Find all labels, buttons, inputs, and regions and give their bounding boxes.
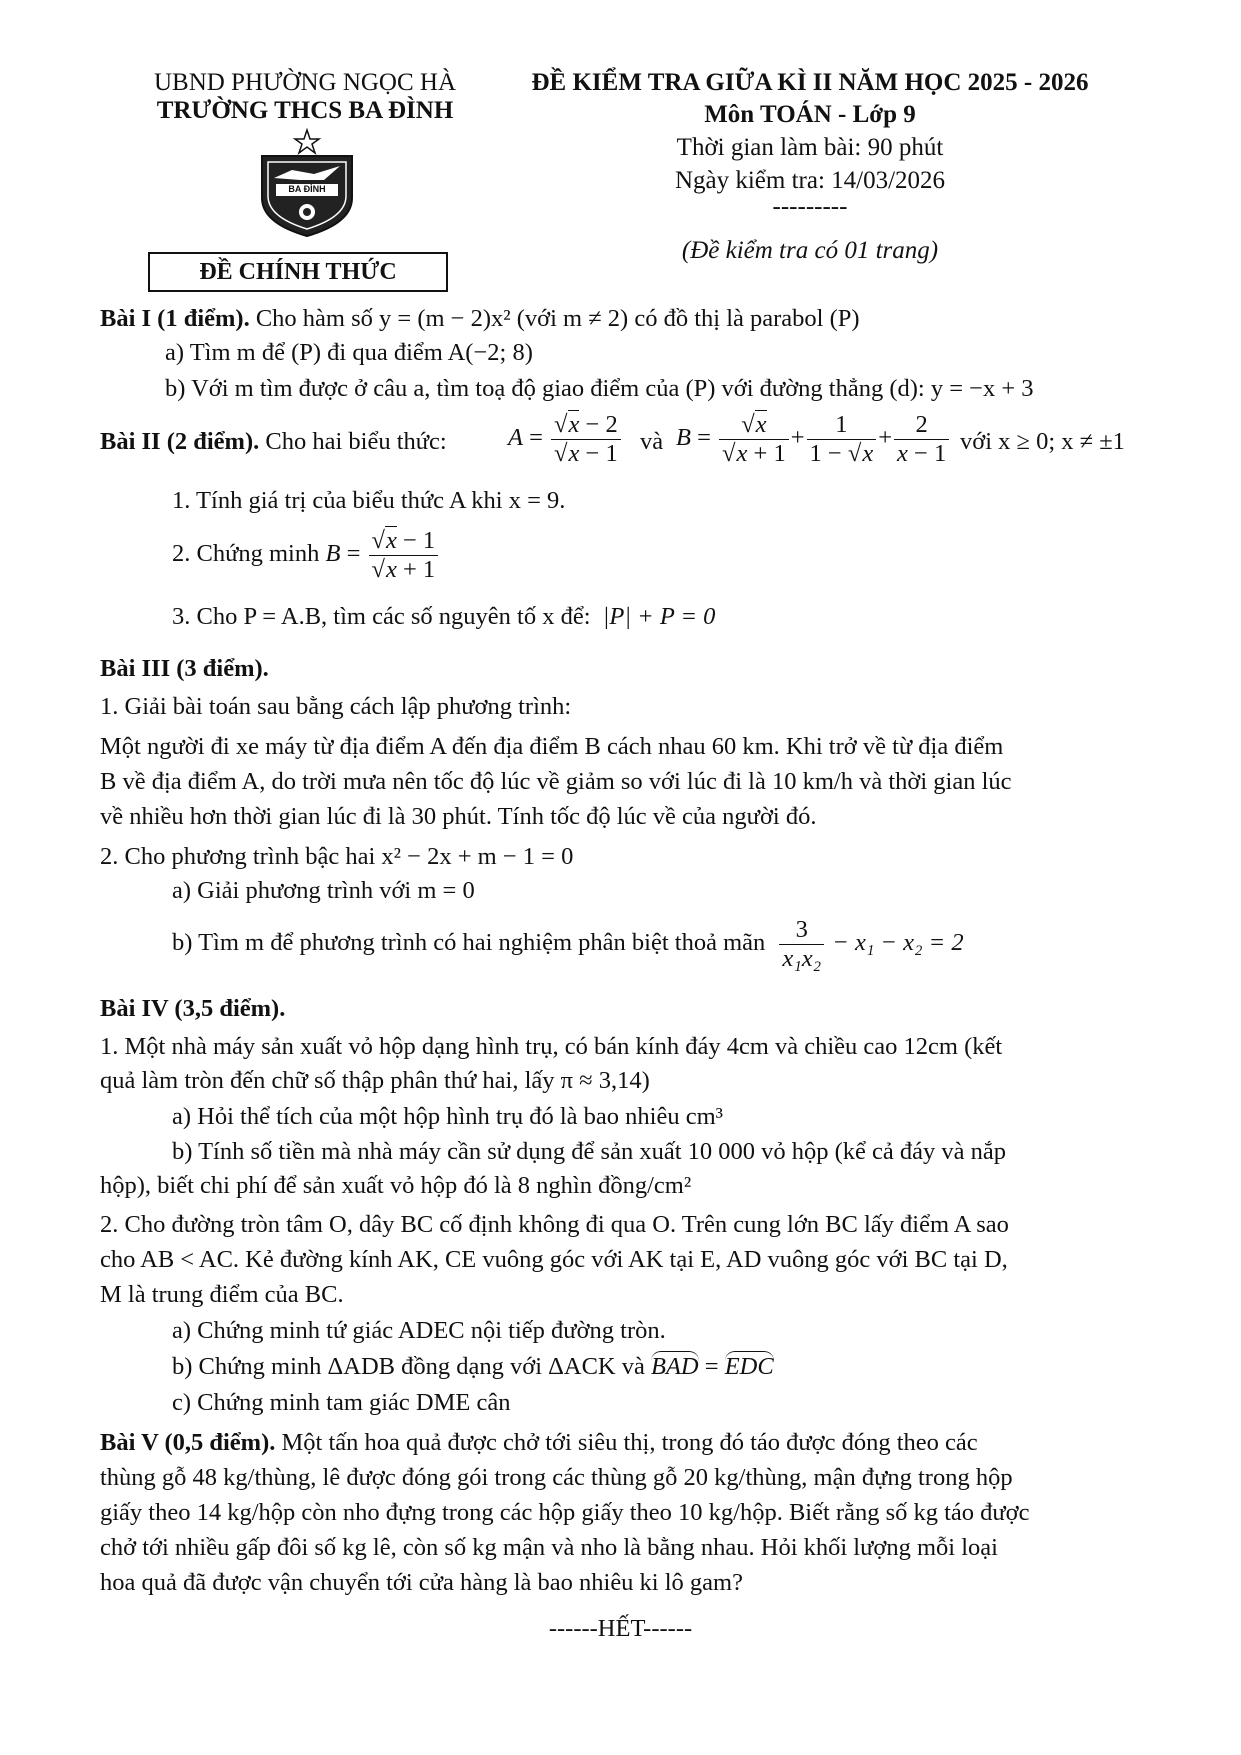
bai4-p2-line2: cho AB < AC. Kẻ đường kính AK, CE vuông góc với AK tại E, AD vuông góc với BC tại D, <box>100 1246 1008 1273</box>
bai3-p2-b-line <box>172 916 964 973</box>
bai2-q3-expr: |P| + P = 0 <box>602 603 716 630</box>
bai2-q3: 3. Cho P = A.B, tìm các số nguyên tố x để: <box>172 603 591 630</box>
bai3-title: Bài III (3 điểm). <box>100 655 269 682</box>
bai4-p1-line1: 1. Một nhà máy sản xuất vỏ hộp dạng hình trụ, có bán kính đáy 4cm và chiều cao 12cm (kết <box>100 1033 1003 1060</box>
bai2-title: Bài II (2 điểm). <box>100 428 260 455</box>
bai2-intro: Cho hai biểu thức: <box>259 428 447 455</box>
bai3-p2-b-tail: − x₁ − x₂ = 2 <box>826 929 964 957</box>
bai5-line2: thùng gỗ 48 kg/thùng, lê được đóng gói trong các thùng gỗ 20 kg/thùng, mận đựng trong hộp <box>100 1464 1013 1491</box>
expr-a: A = $\frac{√x - 2}{√x - 1}$ <box>508 411 623 468</box>
bai5-line1 <box>100 1426 978 1460</box>
arc-edc: EDC <box>724 1353 774 1380</box>
bai4-p2-c: c) Chứng minh tam giác DME cân <box>172 1389 511 1416</box>
bai1-intro-line <box>100 302 860 336</box>
bai4-p2-b: b) Chứng minh ΔADB đồng dạng với ΔACK và <box>172 1353 645 1380</box>
bai4-title: Bài IV (3,5 điểm). <box>100 995 286 1022</box>
bai4-p2-a: a) Chứng minh tứ giác ADEC nội tiếp đường tròn. <box>172 1317 666 1344</box>
bai2-title-line <box>100 425 447 459</box>
bai3-p2-b: b) Tìm m để phương trình có hai nghiệm phân biệt thoả mãn <box>172 929 766 957</box>
bai3-p2-title: 2. Cho phương trình bậc hai x² − 2x + m − 1 = 0 <box>100 843 574 870</box>
bai3-p1-line1: Một người đi xe máy từ địa điểm A đến địa điểm B cách nhau 60 km. Khi trở về từ địa điểm <box>100 733 1004 760</box>
bai4-p2-line1: 2. Cho đường tròn tâm O, dây BC cố định không đi qua O. Trên cung lớn BC lấy điểm A sao <box>100 1211 1009 1238</box>
expr-b: B = $\frac{√x}{√x + 1}$ + $\frac{1}{1 - √x}$ + $\frac{2}{x - 1}$ <box>676 411 951 468</box>
arc-bad: BAD <box>651 1353 699 1380</box>
bai1-intro: Cho hàm số y = (m − 2)x² (với m ≠ 2) có đồ thị là parabol (P) <box>249 305 860 332</box>
bai2-and: và <box>640 428 664 455</box>
bai5-line4: chở tới nhiều gấp đôi số kg lê, còn số kg mận và nho là bằng nhau. Hỏi khối lượng mỗi loại <box>100 1534 998 1561</box>
bai5-line3: giấy theo 14 kg/hộp còn nho đựng trong các hộp giấy theo 10 kg/hộp. Biết rằng số kg táo được <box>100 1499 1030 1526</box>
bai4-p2-line3: M là trung điểm của BC. <box>100 1281 344 1308</box>
bai1-a: a) Tìm m để (P) đi qua điểm A(−2; 8) <box>165 339 533 366</box>
bai4-p2-b-eq: = <box>704 1353 719 1380</box>
school-name: TRƯỜNG THCS BA ĐÌNH <box>156 97 454 124</box>
bai1-b: b) Với m tìm được ở câu a, tìm toạ độ giao điểm của (P) với đường thẳng (d): y = −x + 3 <box>165 375 1034 402</box>
expr-vieta: $\frac{3}{\text{x₁x₂}}$ <box>779 916 824 973</box>
authority-name: UBND PHƯỜNG NGỌC HÀ <box>153 69 457 96</box>
bai1-title: Bài I (1 điểm). <box>100 305 250 332</box>
bai3-p1-line3: về nhiều hơn thời gian lúc đi là 30 phút. Tính tốc độ lúc về của người đó. <box>100 803 817 830</box>
exam-subject: Môn TOÁN - Lớp 9 <box>704 101 916 128</box>
pages-note: (Đề kiểm tra có 01 trang) <box>681 237 939 264</box>
bai2-q1: 1. Tính giá trị của biểu thức A khi x = 9. <box>172 487 566 514</box>
footer-end-mark: ------HẾT------ <box>548 1615 693 1642</box>
bai5-line5: hoa quả đã được vận chuyển tới cửa hàng là bao nhiêu ki lô gam? <box>100 1569 743 1596</box>
logo-text: BA ĐÌNH <box>288 184 326 194</box>
bai3-p2-a: a) Giải phương trình với m = 0 <box>172 877 475 904</box>
bai5-title: Bài V (0,5 điểm). <box>100 1429 276 1456</box>
bai4-p1-b-line2: hộp), biết chi phí để sản xuất vỏ hộp đó là 8 nghìn đồng/cm² <box>100 1172 692 1199</box>
bai4-p2-b-line <box>172 1350 774 1384</box>
bai2-condition: với x ≥ 0; x ≠ ±1 <box>960 428 1125 455</box>
header-separator: --------- <box>772 193 848 220</box>
bai2-q3-line <box>172 600 715 634</box>
bai5-text1: Một tấn hoa quả được chở tới siêu thị, trong đó táo được đóng theo các <box>275 1429 978 1456</box>
expr-b-result: $\frac{√x - 1}{√x + 1}$ <box>369 527 439 584</box>
bai4-p1-b-line1: b) Tính số tiền mà nhà máy cần sử dụng để sản xuất 10 000 vỏ hộp (kể cả đáy và nắp <box>172 1138 1007 1165</box>
bai4-p1-a: a) Hỏi thể tích của một hộp hình trụ đó là bao nhiêu cm³ <box>172 1103 723 1130</box>
bai3-p1-line2: B về địa điểm A, do trời mưa nên tốc độ lúc về giảm so với lúc đi là 10 km/h và thời gian lúc <box>100 768 1012 795</box>
exam-duration: Thời gian làm bài: 90 phút <box>676 134 944 161</box>
official-label: ĐỀ CHÍNH THỨC <box>148 252 448 292</box>
exam-date: Ngày kiểm tra: 14/03/2026 <box>674 167 946 194</box>
bai4-p1-line2: quả làm tròn đến chữ số thập phân thứ hai, lấy π ≈ 3,14) <box>100 1067 650 1094</box>
exam-title: ĐỀ KIỂM TRA GIỮA KÌ II NĂM HỌC 2025 - 2026 <box>531 69 1089 96</box>
bai2-q2-line: 2. Chứng minh B = $\frac{√x - 1}{√x + 1}$ <box>172 527 440 584</box>
bai2-q2: 2. Chứng minh <box>172 540 320 568</box>
bai3-p1-title: 1. Giải bài toán sau bằng cách lập phương trình: <box>100 693 572 720</box>
